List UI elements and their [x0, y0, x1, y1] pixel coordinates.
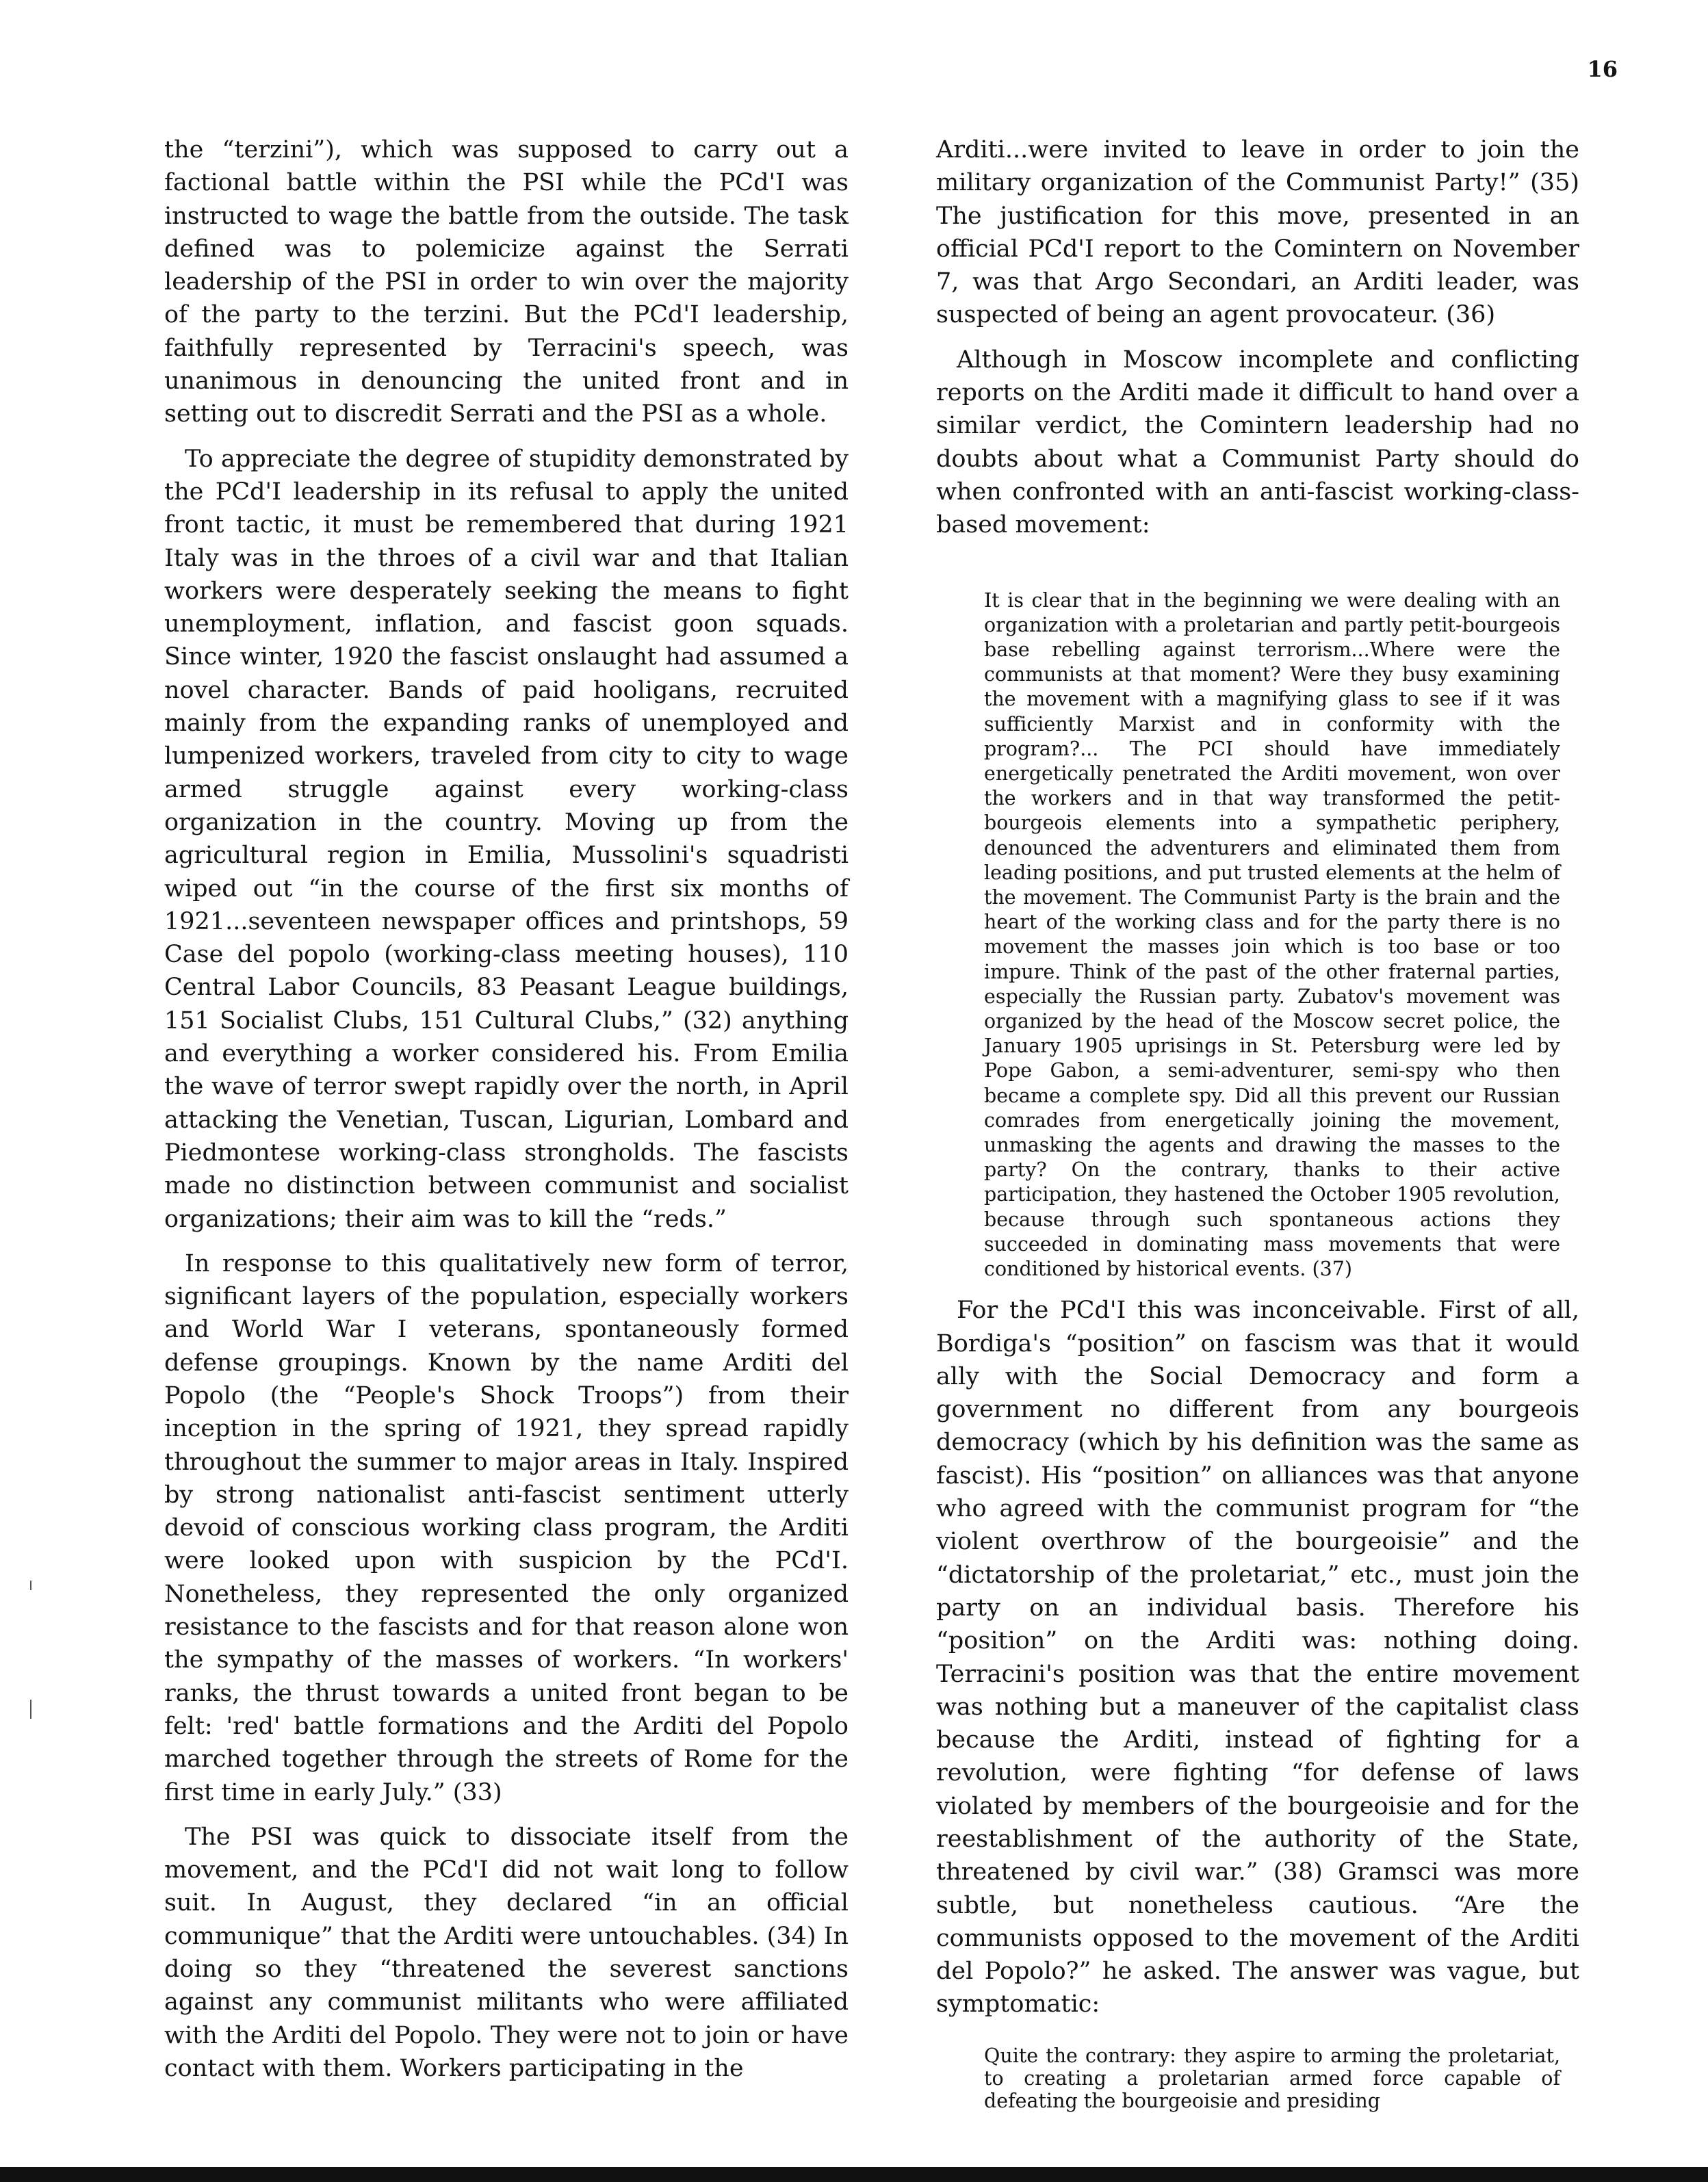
left-column	[164, 133, 849, 2096]
paragraph: In response to this qualitatively new form of terror, significant layers of the population, especially workers and World War I veterans, spontaneously formed defense groupings. Known by the name Arditi del Popolo (the “People's Shock Troops”) from their inception in the spring of 1921, they spread rapidly throughout the summer to major areas in Italy. Inspired by strong nationalist anti-fascist sentiment utterly devoid of conscious working class program, the Arditi were looked upon with suspicion by the PCd'I. Nonetheless, they represented the only organized resistance to the fascists and for that reason alone won the sympathy of the masses of workers. “In workers' ranks, the thrust towards a united front began to be felt: 'red' battle formations and the Arditi del Popolo marched together through the streets of Rome for the first time in early July.” (33)	[164, 1249, 849, 1806]
margin-mark	[30, 1700, 31, 1719]
paragraph: The PSI was quick to dissociate itself from the movement, and the PCd'I did not wait long to follow suit. In August, they declared “in an official communique” that the Arditi were untouchables. (34) In doing so they “threatened the severest sanctions against any communist militants who were affiliated with the Arditi del Popolo. They were not to join or have contact with them. Workers participating in the	[164, 1823, 849, 2082]
right-column	[936, 133, 1579, 2125]
paragraph: Arditi...were invited to leave in order to join the military organization of the Communist Party!” (35) The justification for this move, presented in an official PCd'I report to the Comintern on November 7, was that Argo Secondari, an Arditi leader, was suspected of being an agent provocateur. (36)	[936, 136, 1579, 329]
paragraph: To appreciate the degree of stupidity demonstrated by the PCd'I leadership in its refusal to apply the united front tactic, it must be remembered that during 1921 Italy was in the throes of a civil war and that Italian workers were desperately seeking the means to fight unemployment, inflation, and fascist goon squads. Since winter, 1920 the fascist onslaught had assumed a novel character. Bands of paid hooligans, recruited mainly from the expanding ranks of unemployed and lumpenized workers, traveled from city to city to wage armed struggle against every working-class organization in the country. Moving up from the agricultural region in Emilia, Mussolini's squadristi wiped out “in the course of the first six months of 1921...seventeen newspaper offices and printshops, 59 Case del popolo (working-class meeting houses), 110 Central Labor Councils, 83 Peasant League buildings, 151 Socialist Clubs, 151 Cultural Clubs,” (32) anything and everything a worker considered his. From Emilia the wave of terror swept rapidly over the north, in April attacking the Venetian, Tuscan, Ligurian, Lombard and Piedmontese working-class strongholds. The fascists made no distinction between communist and socialist organizations; their aim was to kill the “reds.”	[164, 445, 849, 1233]
paragraph: Although in Moscow incomplete and conflicting reports on the Arditi made it difficult to hand over a similar verdict, the Comintern leadership had no doubts about what a Communist Party should do when confronted with an anti-fascist working-class-based movement:	[936, 346, 1579, 539]
page-number: 16	[1587, 56, 1618, 82]
block-quote: Quite the contrary: they aspire to arming the proletariat, to creating a proletarian armed force capable of defeating the bourgeoisie and presiding	[984, 2044, 1560, 2112]
paragraph: For the PCd'I this was inconceivable. First of all, Bordiga's “position” on fascism was that it would ally with the Social Democracy and form a government no different from any bourgeois democracy (which by his definition was the same as fascist). His “position” on alliances was that anyone who agreed with the communist program for “the violent overthrow of the bourgeoisie” and the “dictatorship of the proletariat,” etc., must join the party on an individual basis. Therefore his “position” on the Arditi was: nothing doing. Terracini's position was that the entire movement was nothing but a maneuver of the capitalist class because the Arditi, instead of fighting for a revolution, were fighting “for defense of laws violated by members of the bourgeoisie and for the reestablishment of the authority of the State, threatened by civil war.” (38) Gramsci was more subtle, but nonetheless cautious. “Are the communists opposed to the movement of the Arditi del Popolo?” he asked. The answer was vague, but symptomatic:	[936, 1297, 1579, 2018]
bottom-rule	[0, 2167, 1708, 2182]
margin-mark	[30, 1581, 31, 1590]
paragraph: the “terzini”), which was supposed to carry out a factional battle within the PSI while the PCd'I was instructed to wage the battle from the outside. The task defined was to polemicize against the Serrati leadership of the PSI in order to win over the majority of the party to the terzini. But the PCd'I leadership, faithfully represented by Terracini's speech, was unanimous in denouncing the united front and in setting out to discredit Serrati and the PSI as a whole.	[164, 136, 849, 428]
block-quote: It is clear that in the beginning we were dealing with an organization with a proletarian and partly petit-bourgeois base rebelling against terrorism...Where were the communists at that moment? Were they busy examining the movement with a magnifying glass to see if it was sufficiently Marxist and in conformity with the program?... The PCI should have immediately energetically penetrated the Arditi movement, won over the workers and in that way transformed the petit-bourgeois elements into a sympathetic periphery, denounced the adventurers and eliminated them from leading positions, and put trusted elements at the helm of the movement. The Communist Party is the brain and the heart of the working class and for the party there is no movement the masses join which is too base or too impure. Think of the past of the other fraternal parties, especially the Russian party. Zubatov's movement was organized by the head of the Moscow secret police, the January 1905 uprisings in St. Petersburg were led by Pope Gabon, a semi-adventurer, semi-spy who then became a complete spy. Did all this prevent our Russian comrades from energetically joining the movement, unmasking the agents and drawing the masses to the party? On the contrary, thanks to their active participation, they hastened the October 1905 revolution, because through such spontaneous actions they succeeded in dominating mass movements that were conditioned by historical events. (37)	[984, 588, 1560, 1281]
